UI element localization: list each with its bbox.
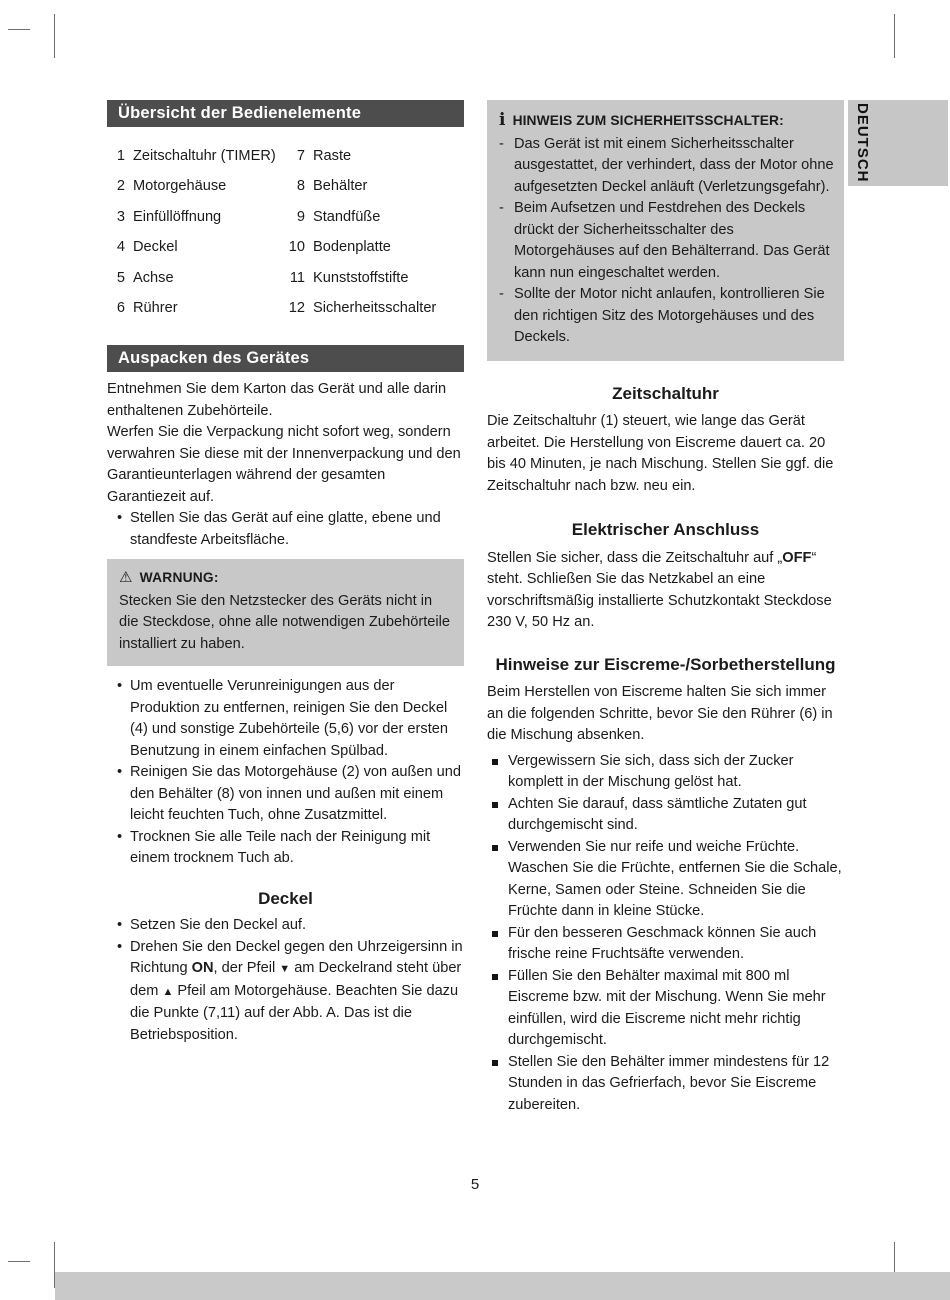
safety-notice-title: HINWEIS ZUM SICHERHEITSSCHALTER:	[512, 113, 784, 128]
list-item: Verwenden Sie nur reife und weiche Früchte. Waschen Sie die Früchte, entfernen Sie die Schale, Kerne, Samen oder Steine. Schneiden Sie die Früchte dann in kleine Stücke.	[492, 837, 844, 923]
crop-mark	[8, 29, 30, 30]
part-label: Behälter	[313, 178, 368, 194]
bullet-list	[107, 508, 464, 551]
paragraph: Stellen Sie sicher, dass die Zeitschaltuhr auf „OFF“ steht. Schließen Sie das Netzkabel an eine vorschriftsmäßig installierte Schutzkontakt Steckdose 230 V, 50 Hz an.	[487, 549, 832, 630]
part-label: Zeitschaltuhr (TIMER)	[133, 147, 276, 164]
list-item: Stellen Sie den Behälter immer mindestens für 12 Stunden in das Gefrierfach, bevor Sie Eiscreme zubereiten.	[492, 1052, 844, 1117]
list-item: Achten Sie darauf, dass sämtliche Zutaten gut durchgemischt sind.	[492, 794, 844, 837]
part-label: Deckel	[133, 239, 178, 255]
part-number: 8	[296, 178, 305, 194]
list-item: • Reinigen Sie das Motorgehäuse (2) von außen und den Behälter (8) von innen und außen mit einem leicht feuchten Tuch, ohne Zusatzmittel.	[117, 762, 464, 827]
part-number: 7	[296, 147, 305, 164]
list-item: • Stellen Sie das Gerät auf eine glatte, ebene und standfeste Arbeitsfläche.	[117, 508, 464, 551]
arrow-down-icon: ▼	[279, 963, 291, 975]
crop-mark	[8, 1261, 30, 1262]
paragraph: Werfen Sie die Verpackung nicht sofort weg, sondern verwahren Sie diese mit der Innenverpackung und den Garantieunterlagen während der gesamten Garantiezeit auf.	[107, 424, 461, 505]
parts-list	[107, 141, 464, 324]
list-item: - Beim Aufsetzen und Festdrehen des Deckels drückt der Sicherheitsschalter des Motorgehäuses auf den Behälterrand. Das Gerät kann nun eingeschaltet werden.	[499, 198, 834, 284]
list-item: Für den besseren Geschmack können Sie auch frische reine Fruchtsäfte verwenden.	[492, 923, 844, 966]
parts-row	[107, 233, 464, 264]
part-label: Raste	[313, 147, 352, 164]
left-column	[107, 100, 464, 1046]
paragraph: Entnehmen Sie dem Karton das Gerät und alle darin enthaltenen Zubehörteile.	[107, 381, 447, 419]
part-number: 12	[288, 300, 305, 316]
off-label: OFF	[782, 549, 812, 566]
list-item: Füllen Sie den Behälter maximal mit 800 ml Eiscreme bzw. mit der Mischung. Wenn Sie mehr einfüllen, wird die Eiscreme nicht mehr richtig durchgemischt.	[492, 966, 844, 1052]
part-number: 1	[116, 147, 125, 164]
part-label: Motorgehäuse	[133, 178, 227, 194]
language-tab-label: DEUTSCH	[854, 103, 871, 183]
arrow-up-icon: ▲	[162, 985, 174, 998]
warning-title: WARNUNG:	[139, 570, 219, 585]
warning-header	[119, 567, 452, 589]
part-label: Einfüllöffnung	[133, 208, 222, 225]
part-label: Kunststoffstifte	[313, 269, 409, 286]
on-label: ON	[191, 960, 214, 976]
parts-row	[107, 263, 464, 294]
part-label: Rührer	[133, 300, 178, 316]
crop-mark	[54, 14, 55, 58]
parts-row	[107, 294, 464, 325]
safety-notice-box	[487, 100, 844, 361]
bullet-list	[107, 676, 464, 870]
heading-deckel: Deckel	[258, 888, 313, 908]
info-icon: i	[499, 110, 506, 130]
paragraph: Die Zeitschaltuhr (1) steuert, wie lange das Gerät arbeitet. Die Herstellung von Eiscreme dauert ca. 20 bis 40 Minuten, je nach Mischung. Stellen Sie ggf. die Zeitschaltuhr nach bzw. neu ein.	[487, 413, 834, 494]
part-number: 11	[289, 269, 305, 286]
part-label: Standfüße	[313, 208, 381, 225]
bottom-strip	[55, 1272, 950, 1300]
page-number: 5	[470, 1176, 480, 1193]
parts-row	[107, 141, 464, 172]
part-number: 10	[288, 239, 305, 255]
parts-row	[107, 172, 464, 203]
heading-timer: Zeitschaltuhr	[612, 383, 719, 403]
part-label: Achse	[133, 269, 174, 286]
part-number: 3	[116, 208, 125, 225]
warning-box	[107, 559, 464, 666]
part-number: 9	[296, 208, 305, 225]
list-item: • Drehen Sie den Deckel gegen den Uhrzeigersinn in Richtung ON, der Pfeil ▼ am Deckelrand steht über dem ▲ Pfeil am Motorgehäuse. Beachten Sie dazu die Punkte (7,11) auf der Abb. A. Das ist die Betriebsposition.	[117, 937, 464, 1047]
part-label: Sicherheitsschalter	[313, 300, 437, 316]
list-item: • Trocknen Sie alle Teile nach der Reinigung mit einem trocknem Tuch ab.	[117, 827, 464, 870]
bullet-list	[107, 915, 464, 1046]
right-column	[487, 100, 844, 1116]
safety-notice-header	[499, 110, 834, 132]
section-title-overview: Übersicht der Bedienelemente	[107, 100, 464, 127]
list-item: • Setzen Sie den Deckel auf.	[117, 915, 464, 937]
crop-mark	[894, 14, 895, 58]
square-bullet-list	[487, 751, 844, 1117]
warning-icon: ⚠	[119, 569, 133, 586]
language-tab	[848, 100, 948, 186]
part-number: 6	[116, 300, 125, 316]
part-number: 2	[116, 178, 125, 194]
list-item: - Das Gerät ist mit einem Sicherheitsschalter ausgestattet, der verhindert, dass der Motor ohne aufgesetzten Deckel anläuft (Verletzungsgefahr).	[499, 134, 834, 199]
part-label: Bodenplatte	[313, 239, 391, 255]
heading-electrical: Elektrischer Anschluss	[571, 520, 760, 539]
dash-list	[499, 134, 834, 349]
warning-text: Stecken Sie den Netzstecker des Geräts nicht in die Steckdose, ohne alle notwendigen Zubehörteile installiert zu haben.	[119, 592, 451, 652]
list-item: Vergewissern Sie sich, dass sich der Zucker komplett in der Mischung gelöst hat.	[492, 751, 844, 794]
part-number: 5	[116, 269, 125, 286]
parts-row	[107, 202, 464, 233]
list-item: • Um eventuelle Verunreinigungen aus der Produktion zu entfernen, reinigen Sie den Deckel (4) und sonstige Zubehörteile (5,6) vor der ersten Benutzung in einem einfachen Spülbad.	[117, 676, 464, 762]
list-item: - Sollte der Motor nicht anlaufen, kontrollieren Sie den richtigen Sitz des Motorgehäuses und des Deckels.	[499, 284, 834, 349]
paragraph: Beim Herstellen von Eiscreme halten Sie sich immer an die folgenden Schritte, bevor Sie den Rührer (6) in die Mischung absenken.	[487, 684, 833, 743]
part-number: 4	[116, 239, 125, 255]
section-title-unpacking: Auspacken des Gerätes	[107, 345, 464, 372]
heading-icecream: Hinweise zur Eiscreme-/Sorbetherstellung	[495, 654, 836, 674]
